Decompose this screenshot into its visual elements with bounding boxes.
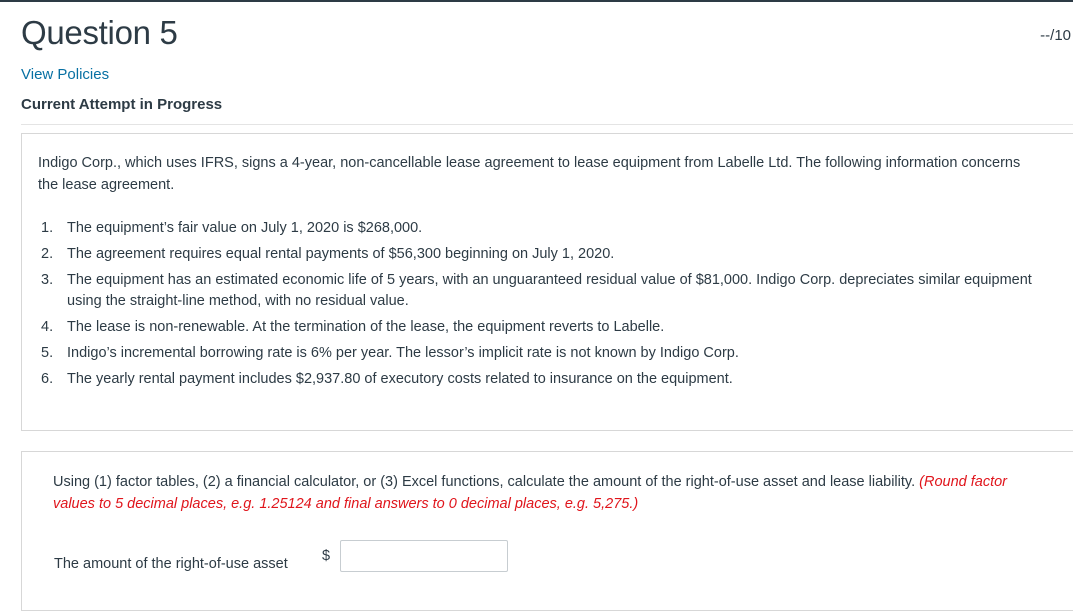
top-border [0,0,1073,2]
view-policies-link[interactable]: View Policies [21,66,110,83]
list-item [38,244,1048,265]
question-title: Question 5 [21,14,178,51]
list-item-text: The lease is non-renewable. At the termination of the lease, the equipment reverts to Labelle. [67,319,665,335]
instruction-text: Using (1) factor tables, (2) a financial calculator, or (3) Excel functions, calculate the amount of the right-of-use asset and lease liability. [53,474,916,490]
list-item-text: Indigo’s incremental borrowing rate is 6% per year. The lessor’s implicit rate is not known by Indigo Corp. [67,345,739,361]
list-item [38,317,1048,338]
facts-list [38,218,1048,395]
rou-asset-label: The amount of the right-of-use asset [54,556,288,572]
list-item [38,343,1048,364]
answer-panel [21,451,1073,611]
list-number: 3. [41,272,54,288]
list-number: 6. [41,371,54,387]
list-number: 5. [41,345,54,361]
list-item-text: The yearly rental payment includes $2,937.80 of executory costs related to insurance on the equipment. [67,371,733,387]
list-item [38,218,1048,239]
list-item [38,270,1048,312]
problem-panel [21,133,1073,431]
list-item-text: The equipment has an estimated economic life of 5 years, with an unguaranteed residual value of $81,000. Indigo Corp. depreciates similar equipment using the straight-line method, with no residual value. [67,272,1032,309]
list-number: 1. [41,220,54,236]
list-number: 4. [41,319,54,335]
rou-asset-input[interactable] [340,540,508,572]
attempt-status: Current Attempt in Progress [21,96,223,113]
problem-intro: Indigo Corp., which uses IFRS, signs a 4-year, non-cancellable lease agreement to lease equipment from Labelle Ltd. The following information concerns the lease agreement. [38,155,1021,193]
rounding-hint: (Round factor values to 5 decimal places, e.g. 1.25124 and final answers to 0 decimal places, e.g. 5,275.) [53,474,1007,512]
currency-symbol: $ [322,548,331,564]
list-item-text: The equipment’s fair value on July 1, 2020 is $268,000. [67,220,423,236]
list-number: 2. [41,246,54,262]
score-display: --/10 [1040,27,1071,44]
task-instruction [53,471,1043,515]
list-item [38,369,1048,390]
header-divider [21,124,1073,125]
list-item-text: The agreement requires equal rental payments of $56,300 beginning on July 1, 2020. [67,246,615,262]
